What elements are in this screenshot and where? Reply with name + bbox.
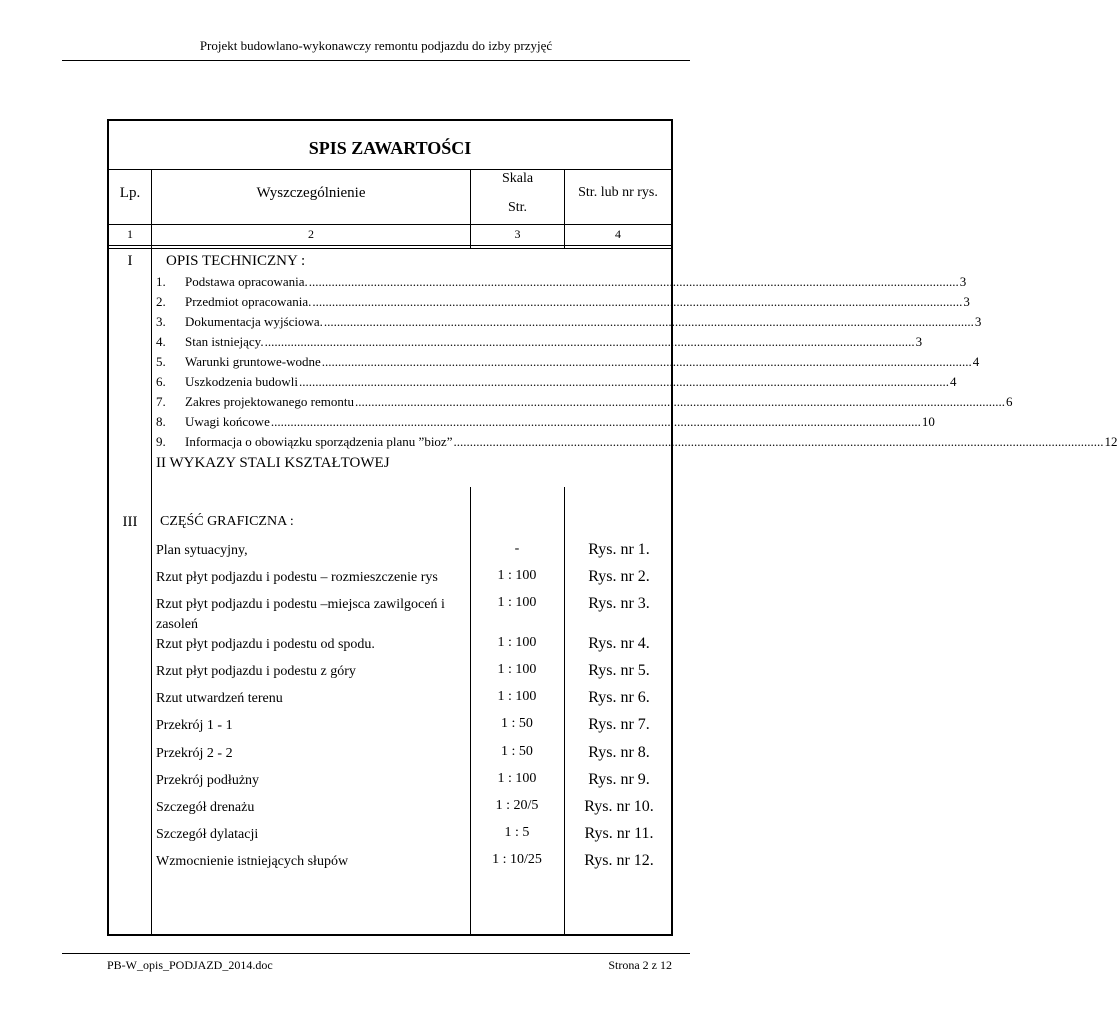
- toc-item: [185, 294, 970, 310]
- lp-divider: [151, 249, 152, 934]
- drawing-number: Rys. nr 5.: [588, 662, 650, 679]
- footer-rule: [62, 953, 690, 954]
- toc-leader-dots: ........................................................................................................................................................................................................: [321, 354, 972, 369]
- section-1-heading: OPIS TECHNICZNY :: [166, 253, 306, 269]
- section-1-roman: I: [127, 253, 133, 269]
- col-desc-header: Wyszczególnienie: [256, 185, 366, 201]
- toc-item-number: 6.: [156, 374, 166, 389]
- toc-item-number: 9.: [156, 434, 166, 449]
- drawing-description: Rzut płyt podjazdu i podestu – rozmieszczenie rys: [156, 570, 438, 585]
- toc-item: [185, 374, 957, 390]
- col-scale-header-1: Skala: [501, 171, 534, 186]
- drawing-number: Rys. nr 12.: [584, 852, 654, 869]
- drawing-scale: 1 : 100: [497, 689, 537, 704]
- toc-item-label: Zakres projektowanego remontu: [185, 394, 354, 409]
- toc-item-page: 12: [1104, 434, 1117, 449]
- drawing-description: Przekrój 1 - 1: [156, 718, 233, 733]
- toc-item-page: 3: [963, 294, 970, 309]
- colnum-rule: [109, 245, 671, 246]
- drawing-scale: 1 : 50: [501, 744, 533, 759]
- toc-item-number: 4.: [156, 334, 166, 349]
- drawing-scale: -: [514, 541, 520, 556]
- drawing-number: Rys. nr 1.: [588, 541, 650, 558]
- toc-item: [185, 354, 980, 370]
- toc-leader-dots: ........................................................................................................................................................................................................: [270, 414, 921, 429]
- toc-leader-dots: ........................................................................................................................................................................................................: [323, 314, 974, 329]
- toc-item: [185, 414, 935, 430]
- table-title: SPIS ZAWARTOŚCI: [308, 138, 472, 158]
- drawing-number: Rys. nr 2.: [588, 568, 650, 585]
- drawing-description: Przekrój 2 - 2: [156, 746, 233, 761]
- drawing-scale: 1 : 100: [497, 662, 537, 677]
- toc-item-label: Uszkodzenia budowli: [185, 374, 299, 389]
- toc-leader-dots: ........................................................................................................................................................................................................: [453, 434, 1104, 449]
- toc-item-page: 4: [950, 374, 957, 389]
- drawing-scale: 1 : 50: [501, 716, 533, 731]
- toc-leader-dots: ........................................................................................................................................................................................................: [299, 374, 950, 389]
- drawing-number: Rys. nr 3.: [588, 595, 650, 612]
- drawing-number: Rys. nr 9.: [588, 771, 650, 788]
- title-rule: [109, 169, 671, 170]
- drawing-description: Rzut płyt podjazdu i podestu od spodu.: [156, 637, 375, 652]
- toc-item-number: 8.: [156, 414, 166, 429]
- toc-item-number: 7.: [156, 394, 166, 409]
- drawing-description: Plan sytuacyjny,: [156, 543, 248, 558]
- col-lp-header: Lp.: [119, 185, 141, 201]
- toc-item-page: 3: [915, 334, 923, 349]
- col-number-1: 1: [127, 227, 133, 241]
- toc-item-number: 2.: [156, 294, 166, 309]
- drawing-scale: 1 : 100: [497, 595, 537, 610]
- drawing-number: Rys. nr 11.: [584, 825, 654, 842]
- drawing-scale: 1 : 100: [497, 771, 537, 786]
- drawing-description: Rzut utwardzeń terenu: [156, 691, 283, 706]
- toc-item-page: 6: [1005, 394, 1013, 409]
- page-divider: [564, 487, 565, 934]
- col-number-3: 3: [514, 227, 521, 241]
- drawing-description: Szczegół drenażu: [156, 800, 255, 815]
- drawing-number: Rys. nr 6.: [588, 689, 650, 706]
- drawing-description: Przekrój podłużny: [156, 773, 260, 788]
- toc-leader-dots: ........................................................................................................................................................................................................: [354, 394, 1005, 409]
- drawing-scale: 1 : 20/5: [495, 798, 539, 813]
- toc-item: [185, 434, 1117, 450]
- header-rule-bottom: [109, 224, 671, 225]
- toc-leader-dots: ........................................................................................................................................................................................................: [312, 294, 963, 309]
- footer-page: Strona 2 z 12: [608, 958, 672, 972]
- drawing-scale: 1 : 10/25: [492, 852, 542, 867]
- section-2-heading: II WYKAZY STALI KSZTAŁTOWEJ: [156, 455, 390, 471]
- drawing-number: Rys. nr 4.: [588, 635, 650, 652]
- drawing-description: Wzmocnienie istniejących słupów: [156, 854, 349, 869]
- colnum-rule-double: [109, 248, 671, 249]
- toc-item: [185, 314, 982, 330]
- drawing-description: Szczegół dylatacji: [156, 827, 259, 842]
- drawing-description: Rzut płyt podjazdu i podestu z góry: [156, 664, 356, 679]
- page-header: Projekt budowlano-wykonawczy remontu podjazdu do izby przyjęć: [199, 38, 553, 53]
- toc-leader-dots: ........................................................................................................................................................................................................: [264, 334, 915, 349]
- drawing-scale: 1 : 100: [497, 635, 537, 650]
- col-number-2: 2: [308, 227, 314, 241]
- toc-item-page: 3: [959, 274, 967, 289]
- toc-item-label: Informacja o obowiązku sporządzenia planu ”bioz”: [185, 434, 453, 449]
- drawing-scale: 1 : 5: [504, 825, 530, 840]
- header-rule: [62, 60, 690, 61]
- toc-item-label: Dokumentacja wyjściowa.: [185, 314, 323, 329]
- toc-leader-dots: ........................................................................................................................................................................................................: [308, 274, 959, 289]
- col-page-header: Str. lub nr rys.: [578, 185, 658, 200]
- toc-item-page: 4: [972, 354, 980, 369]
- toc-item: [185, 274, 967, 290]
- toc-item-label: Przedmiot opracowania.: [185, 294, 312, 309]
- drawing-number: Rys. nr 10.: [584, 798, 654, 815]
- toc-item-label: Stan istniejący.: [185, 334, 264, 349]
- toc-item-page: 3: [974, 314, 982, 329]
- drawing-scale: 1 : 100: [497, 568, 537, 583]
- section-3-heading: CZĘŚĆ GRAFICZNA :: [160, 514, 294, 529]
- drawing-number: Rys. nr 8.: [588, 744, 650, 761]
- col-number-4: 4: [615, 227, 621, 241]
- footer-filename: PB-W_opis_PODJAZD_2014.doc: [107, 958, 273, 972]
- drawing-number: Rys. nr 7.: [588, 716, 650, 733]
- toc-item: [185, 334, 923, 350]
- toc-item-number: 5.: [156, 354, 166, 369]
- toc-item-page: 10: [921, 414, 935, 429]
- drawing-description: Rzut płyt podjazdu i podestu –miejsca zawilgoceń i zasoleń: [156, 597, 445, 632]
- toc-item-label: Podstawa opracowania.: [185, 274, 308, 289]
- toc-item-number: 1.: [156, 274, 166, 289]
- col-scale-header-2: Str.: [507, 200, 528, 215]
- section-3-roman: III: [122, 514, 138, 530]
- toc-item-label: Uwagi końcowe: [185, 414, 270, 429]
- toc-item: [185, 394, 1013, 410]
- toc-item-number: 3.: [156, 314, 166, 329]
- toc-item-label: Warunki gruntowe-wodne: [185, 354, 321, 369]
